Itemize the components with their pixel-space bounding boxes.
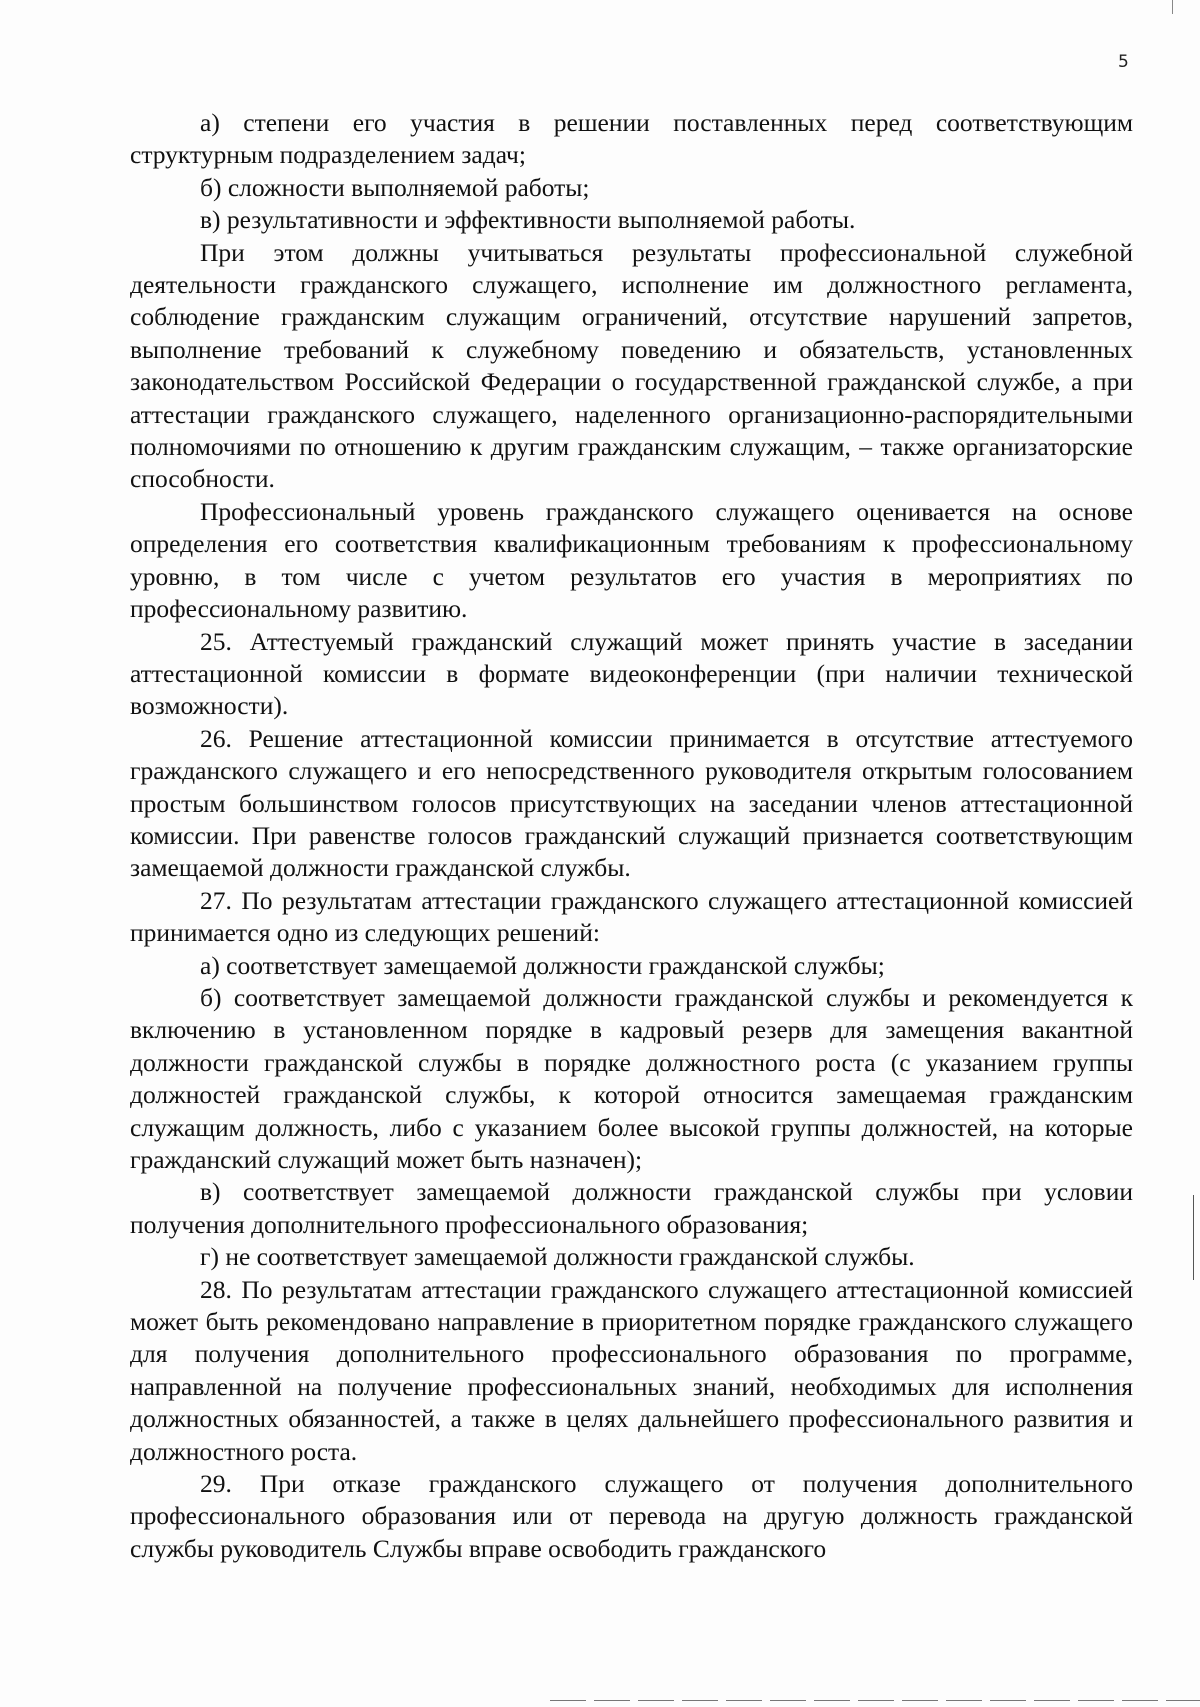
paragraph-professional-level: Профессиональный уровень гражданского служащего оценивается на основе определения его соответствия квалификационным требованиям к профессиональному уровню, в том числе с учетом результатов его участия в мероприятиях по профессиональному развитию. [130,496,1133,624]
paragraph-26: 26. Решение аттестационной комиссии принимается в отсутствие аттестуемого гражданского служащего и его непосредственного руководителя открытым голосованием простым большинством голосов присутствующих на заседании членов аттестационной комиссии. При равенстве голосов гражданский служащий признается соответствующим замещаемой должности гражданской службы. [130,723,1133,883]
paragraph-results-considered: При этом должны учитываться результаты профессиональной служебной деятельности гражданского служащего, исполнение им должностного регламента, соблюдение гражданским служащим ограничений, отсутствие нарушений запретов, выполнение требований к служебному поведению и обязательств, установленных законодательством Российской Федерации о государственной гражданской службе, а при аттестации гражданского служащего, наделенного организационно-распорядительными полномочиями по отношению к другим гражданским служащим, – также организаторские способности. [130,237,1133,494]
paragraph-28: 28. По результатам аттестации гражданского служащего аттестационной комиссией может быть рекомендовано направление в приоритетном порядке гражданского служащего для получения дополнительного профессионального образования по программе, направленной на получение профессиональных знаний, необходимых для исполнения должностных обязанностей, а также в целях дальнейшего профессионального развития и должностного роста. [130,1274,1133,1466]
paragraph-25: 25. Аттестуемый гражданский служащий может принять участие в заседании аттестационной комиссии в формате видеоконференции (при наличии технической возможности). [130,626,1133,721]
paragraph-27-a: а) соответствует замещаемой должности гражданской службы; [200,950,885,980]
paragraph-b-complexity: б) сложности выполняемой работы; [200,172,590,202]
paragraph-27-v: в) соответствует замещаемой должности гражданской службы при условии получения дополнительного профессионального образования; [130,1177,1133,1239]
paragraph-29: 29. При отказе гражданского служащего от получения дополнительного профессионального образования или от перевода на другую должность гражданской службы руководитель Службы вправе освободить гражданского [130,1469,1133,1563]
paragraph-27-g: г) не соответствует замещаемой должности гражданской службы. [200,1242,915,1272]
document-body [130,107,1133,1565]
scan-edge-mark [1193,1195,1194,1280]
paragraph-v-effectiveness: в) результативности и эффективности выполняемой работы. [200,205,856,235]
paragraph-27-b: б) соответствует замещаемой должности гражданской службы и рекомендуется к включению в установленном порядке в кадровый резерв для замещения вакантной должности гражданской службы в порядке должностного роста (с указанием группы должностей гражданской службы, к которой относится замещаемая гражданским служащим должность, либо с указанием более высокой группы должностей, на которые гражданский служащий может быть назначен); [130,982,1133,1174]
paragraph-a-participation: а) степени его участия в решении поставленных перед соответствующим структурным подразделением задач; [130,108,1133,170]
paragraph-27: 27. По результатам аттестации гражданского служащего аттестационной комиссией принимается одно из следующих решений: [130,885,1133,948]
scan-edge-mark [550,1700,1200,1701]
scan-edge-mark [1172,0,1173,14]
page-number: 5 [1118,52,1129,72]
